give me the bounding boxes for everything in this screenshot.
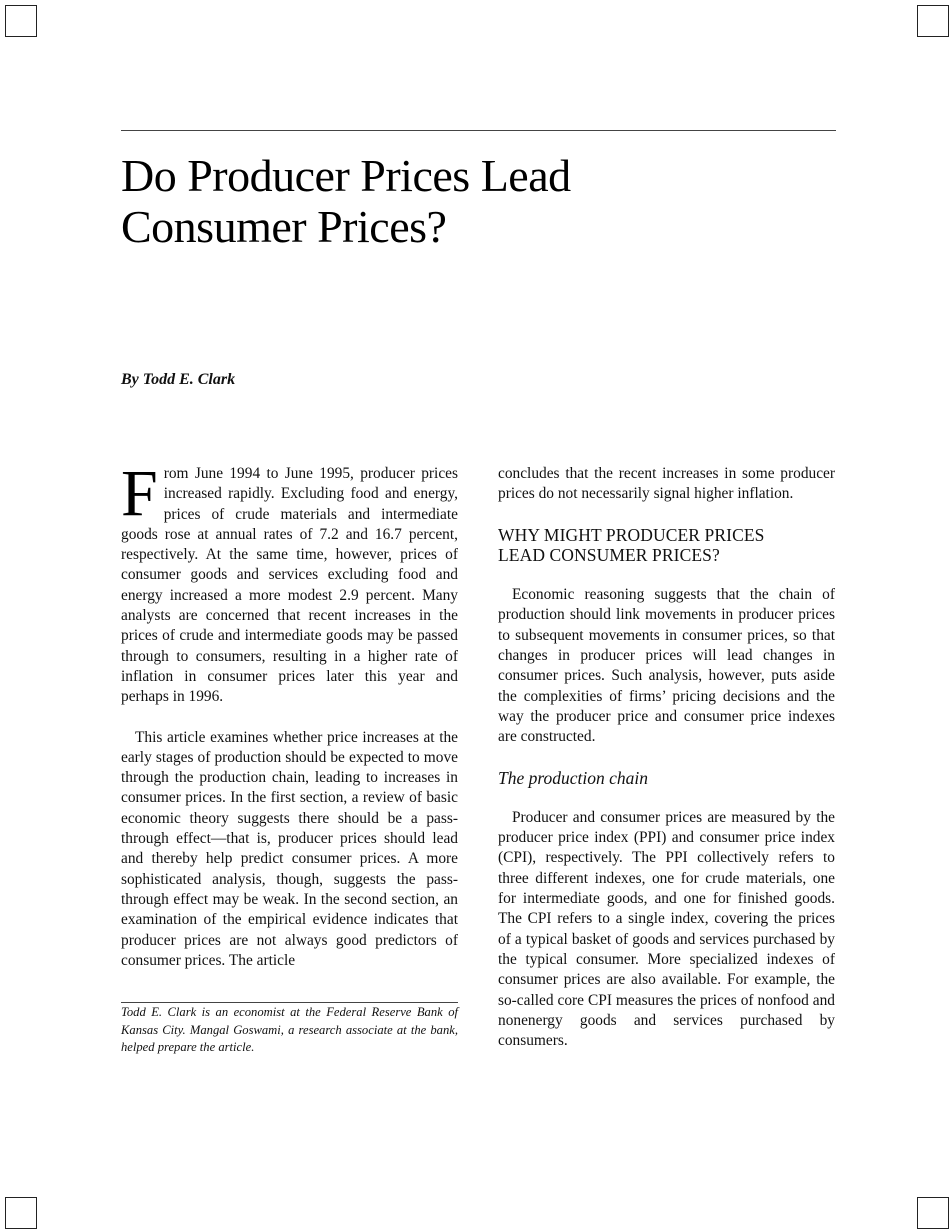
right-column <box>498 464 835 1051</box>
body-paragraph: Producer and consumer prices are measured by the producer price index (PPI) and consumer price index (CPI), respectively. The PPI collectively refers to three different indexes, one for crude materials, one for intermediate goods, and one for finished goods. The CPI refers to a single index, covering the prices of a typical basket of goods and services purchased by the typical consumer. More specialized indexes of consumer prices are also available. For example, the so-called core CPI measures the prices of nonfood and nonenergy goods and services purchased by consumers. <box>498 808 835 1050</box>
intro-paragraph-text: rom June 1994 to June 1995, producer prices increased rapidly. Excluding food and energy, prices of crude materials and intermediate goods rose at annual rates of 7.2 and 16.7 percent, respectively. At the same time, however, prices of consumer goods and services excluding food and energy increased a more modest 2.9 percent. Many analysts are concerned that recent increases in the prices of crude and intermediate goods may be passed through to consumers, resulting in a higher rate of inflation in consumer prices later this year and perhaps in 1996. <box>121 465 458 706</box>
drop-cap: F <box>121 457 158 530</box>
title-line-1: Do Producer Prices Lead <box>121 150 571 201</box>
section-heading <box>498 525 835 566</box>
crop-mark-bottom-left <box>5 1197 37 1229</box>
title-line-2: Consumer Prices? <box>121 201 447 252</box>
byline: By Todd E. Clark <box>121 371 236 388</box>
left-column <box>121 457 458 971</box>
header-rule <box>121 130 836 131</box>
section-heading-line-1: WHY MIGHT PRODUCER PRICES <box>498 524 765 545</box>
intro-paragraph <box>121 457 458 708</box>
section-heading-line-2: LEAD CONSUMER PRICES? <box>498 544 720 565</box>
crop-mark-bottom-right <box>917 1197 949 1229</box>
crop-mark-top-left <box>5 5 37 37</box>
author-footnote: Todd E. Clark is an economist at the Federal Reserve Bank of Kansas City. Mangal Goswami, a research associate at the bank, helped prepare the article. <box>121 1005 458 1054</box>
body-paragraph: This article examines whether price increases at the early stages of production should be expected to move through the production chain, leading to increases in consumer prices. In the first section, a review of basic economic theory suggests there should be a pass-through effect—that is, producer prices should lead and thereby help predict consumer prices. A more sophisticated analysis, though, suggests the pass-through effect may be weak. In the second section, an examination of the empirical evidence indicates that producer prices are not always good predictors of consumer prices. The article <box>121 728 458 969</box>
crop-mark-top-right <box>917 5 949 37</box>
article-title <box>121 150 571 252</box>
subsection-heading: The production chain <box>498 767 649 788</box>
body-paragraph: Economic reasoning suggests that the chain of production should link movements in producer prices to subsequent movements in consumer prices, so that changes in producer prices will lead changes in consumer prices. Such analysis, however, puts aside the complexities of firms’ pricing decisions and the way the producer price and consumer price indexes are constructed. <box>498 586 835 746</box>
footnote-rule <box>121 1002 458 1003</box>
body-paragraph-continued: concludes that the recent increases in some producer prices do not necessarily signal higher inflation. <box>498 465 835 503</box>
